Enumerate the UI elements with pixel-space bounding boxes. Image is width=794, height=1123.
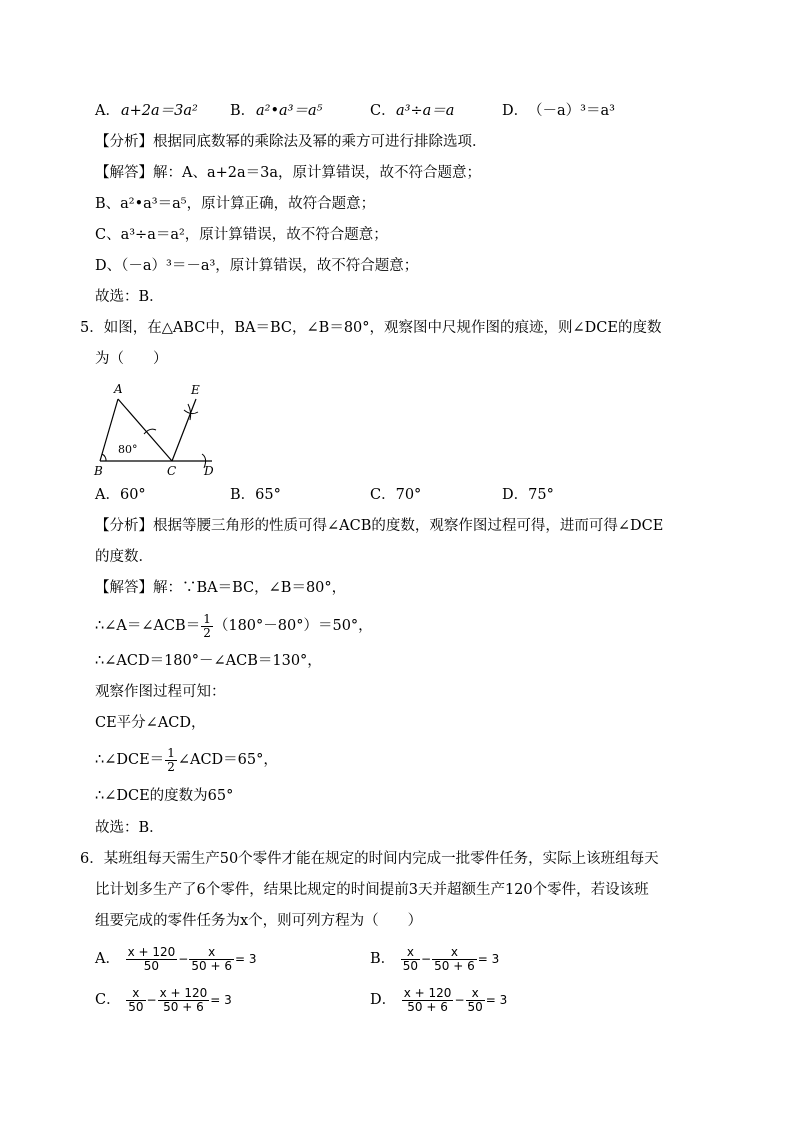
q6-option-b: B． $\frac{x}{50}$ − $\frac{x}{50 + 6}$ = 3 xyxy=(370,944,500,973)
q5-option-c: C．70° xyxy=(370,487,422,503)
q5-number: 5． xyxy=(80,320,104,336)
point-label-d: D xyxy=(204,464,214,476)
q4-option-b: B． xyxy=(230,103,256,119)
q6-stem-text1: 某班组每天需生产50个零件才能在规定的时间内完成一批零件任务，实际上该班组每天 xyxy=(103,851,659,867)
q5-stem-text: 如图，在△ABC中，BA＝BC，∠B＝80°，观察图中尺规作图的痕迹，则∠DCE的度数 xyxy=(103,320,662,336)
q5-stem-line2: 为（ ） xyxy=(95,351,168,367)
q5-stem-line1 xyxy=(80,318,661,338)
q6-c-rhs: = 3 xyxy=(210,993,232,1007)
q6-b-rhs: = 3 xyxy=(477,952,500,966)
q6-option-a: A． $\frac{x + 120}{50}$ − $\frac{x}{50 + 6}$ = 3 xyxy=(95,944,257,973)
q4-option-d-text: （－a）³＝a³ xyxy=(528,103,615,119)
q6-c-fraction-2: $\frac{x + 120}{50 + 6}$ xyxy=(159,985,208,1014)
q6-stem-line2: 比计划多生产了6个零件，结果比规定的时间提前3天并超额生产120个零件，若设该班 xyxy=(95,882,649,898)
q5-step5 xyxy=(95,746,278,774)
q5-option-b: B．65° xyxy=(230,487,281,503)
q6-d-fraction-1: $\frac{x + 120}{50 + 6}$ xyxy=(403,985,452,1014)
point-label-e: E xyxy=(191,383,200,397)
q6-option-d: D． $\frac{x + 120}{50 + 6}$ − $\frac{x}{50}$ = 3 xyxy=(370,985,508,1014)
q5-analysis-line2: 的度数． xyxy=(95,549,153,565)
q5-step1 xyxy=(95,612,373,640)
q4-sol-a-text: A、a+2a＝3a，原计算错误，故不符合题意； xyxy=(182,165,482,181)
q4-analysis: 【分析】根据同底数幂的乘除法及幂的乘方可进行排除选项． xyxy=(95,134,487,150)
q4-option-a-text: a+2a＝3a² xyxy=(121,103,198,119)
q5-choose: 故选：B． xyxy=(95,820,164,836)
q4-option-d: D． xyxy=(502,103,529,119)
q4-option-b-text: a²•a³＝a⁵ xyxy=(256,103,323,119)
q5-step5-suffix: ∠ACD＝65°， xyxy=(177,752,278,768)
q5-step1-suffix: （180°－80°）＝50°， xyxy=(213,618,373,634)
q6-option-d-label: D． xyxy=(370,992,397,1008)
q6-stem-line3: 组要完成的零件任务为x个，则可列方程为（ ） xyxy=(95,913,423,929)
q5-geometry-figure xyxy=(90,378,230,476)
q5-step5-prefix: ∴∠DCE＝ xyxy=(95,752,165,768)
q6-c-fraction-1: $\frac{x}{50}$ xyxy=(128,985,144,1014)
q6-a-fraction-2: $\frac{x}{50 + 6}$ xyxy=(191,944,232,973)
q6-a-fraction-1: $\frac{x + 120}{50}$ xyxy=(127,944,176,973)
point-label-a: A xyxy=(114,382,123,396)
q4-solution-d: D、（－a）³＝－a³，原计算错误，故不符合题意； xyxy=(95,258,419,274)
q4-choose: 故选：B． xyxy=(95,289,164,305)
q6-b-fraction-2: $\frac{x}{50 + 6}$ xyxy=(434,944,475,973)
q5-step1-prefix: ∴∠A＝∠ACB＝ xyxy=(95,618,201,634)
q6-option-b-label: B． xyxy=(370,951,396,967)
angle-label-b: 80° xyxy=(118,443,138,456)
q5-step2: ∴∠ACD＝180°－∠ACB＝130°， xyxy=(95,653,322,669)
q6-d-rhs: = 3 xyxy=(485,993,508,1007)
q4-solution-a: 【解答】解：A、a+2a＝3a，原计算错误，故不符合题意； xyxy=(95,165,482,181)
q6-stem-line1 xyxy=(80,849,659,869)
point-label-c: C xyxy=(167,464,177,476)
q5-step6: ∴∠DCE的度数为65° xyxy=(95,788,234,804)
q4-option-c: C． xyxy=(370,103,396,119)
fraction-half: $\frac{1}{2}$ xyxy=(203,611,211,640)
q6-option-a-label: A． xyxy=(95,951,120,967)
q5-step4: CE平分∠ACD， xyxy=(95,715,206,731)
q6-a-rhs: = 3 xyxy=(234,952,257,966)
q5-analysis-line1: 【分析】根据等腰三角形的性质可得∠ACB的度数，观察作图过程可得，进而可得∠DCE xyxy=(95,518,664,534)
q4-option-a: A． xyxy=(95,103,120,119)
q6-number: 6． xyxy=(80,851,104,867)
q5-option-d: D．75° xyxy=(502,487,554,503)
q6-d-fraction-2: $\frac{x}{50}$ xyxy=(467,985,483,1014)
q4-solution-b: B、a²•a³＝a⁵，原计算正确，故符合题意； xyxy=(95,196,376,212)
q5-option-a: A．60° xyxy=(95,487,146,503)
q4-solution-c: C、a³÷a＝a²，原计算错误，故不符合题意； xyxy=(95,227,388,243)
q6-b-fraction-1: $\frac{x}{50}$ xyxy=(402,944,419,973)
q5-step3: 观察作图过程可知： xyxy=(95,684,226,700)
q4-option-c-text: a³÷a＝a xyxy=(396,103,455,119)
point-label-b: B xyxy=(94,464,103,476)
fraction-half-2: $\frac{1}{2}$ xyxy=(167,745,175,774)
q6-option-c-label: C． xyxy=(95,992,121,1008)
q5-solution-line1: 【解答】解：∵BA＝BC，∠B＝80°， xyxy=(95,580,347,596)
q6-option-c: C． $\frac{x}{50}$ − $\frac{x + 120}{50 + 6}$ = 3 xyxy=(95,985,232,1014)
